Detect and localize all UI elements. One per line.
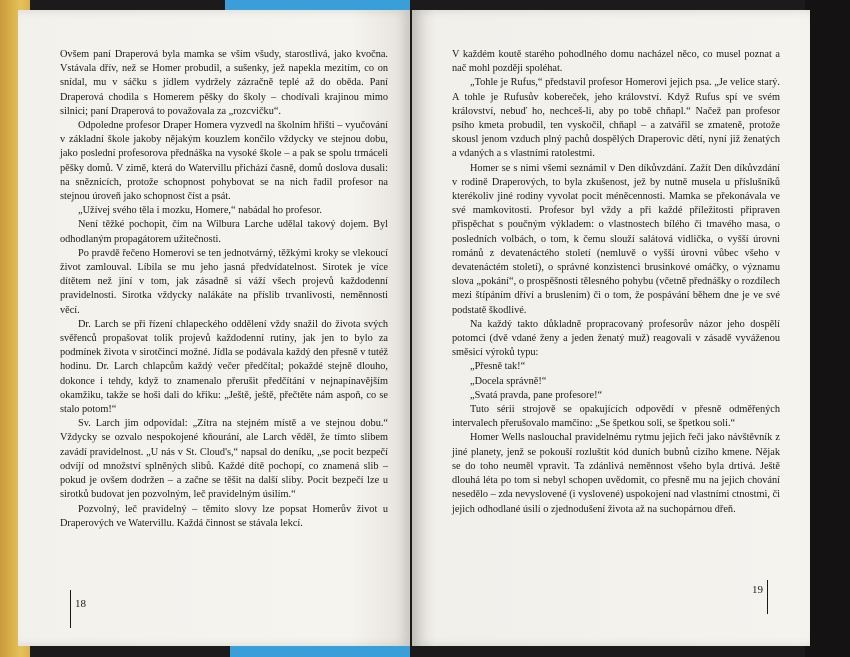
page-number: 19 xyxy=(752,580,768,614)
left-page xyxy=(18,10,410,646)
dialog-line: „Docela správně!“ xyxy=(470,375,547,387)
paragraph: Dr. Larch se při řízení chlapeckého oddělení vždy snažil do života svých svěřenců propašovat tolik projevů každodenní rutiny, jak jen to bylo za podmínek života v sirotčinci možné. Jídla se podávala každý den přesně v tutéž hodinu. Dr. Larch chlapcům každý večer předčítal; pokaždé stejně dlouho, dokonce i tehdy, když to znamenalo přerušit předčítání v nejnapínavějším okamžiku, takže se hoši dali do křiku: „Ještě, ještě, přečtěte nám aspoň, co se stalo potom!“ xyxy=(60,318,388,416)
paragraph: Na každý takto důkladně propracovaný profesorův názor jeho dospělí potomci (dvě vdané ženy a jeden ženatý muž) reagovali v zásadě vyváženou směsicí výroků typu: xyxy=(452,318,780,359)
paragraph: „Tohle je Rufus,“ představil profesor Homerovi jejich psa. „Je velice starý. A tohle je Rufusův kobereček, jeho království. Když Rufus spí ve svém království, nebuď ho, nechceš-li, aby po tobě chňapl.“ Načež pan profesor psího kmeta probudil, ten vyskočil, chňapl – a zatvářil se zmateně, protože skousl jenom vzduch plný pachů dospělých Draperovic dětí, nyní již ženatých a vdaných a s vlastními ratolestmi. xyxy=(452,77,780,160)
paragraph: Odpoledne profesor Draper Homera vyzvedl na školním hřišti – vyučování v základní škole jakoby nějakým kouzlem končilo vždycky ve stejnou dobu, jako poslední profesorova přednáška na vysoké škole – a pak se spolu trmáceli pěšky domů. V zimě, která do Watervillu přichází časně, domů doslova dusali: na sněznicích, protože schopnost pohybovat se na nich řadil profesor na stejnou úroveň jako schopnost číst a psát. xyxy=(60,120,388,203)
paragraph: Homer Wells naslouchal pravidelnému rytmu jejich řeči jako návštěvník z jiné planety, jenž se pokouší rozluštit kód duních bubnů cizího kmene. Nějak se do toho neuměl vpravit. Ta zdánlivá neměnnost všeho byla drtivá. Ještě dlouhá léta po tom si nebyl schopen uvědomit, co přesně mu na jejich chování nesedělo – zda nevyslovené (i vyslovené) uspokojení nad vlastními ctnostmi, či jejich odhodlané úsilí o zjednodušení života až na suchopárnou dřeň. xyxy=(452,432,780,515)
right-page-text xyxy=(452,48,780,517)
paragraph: Ovšem paní Draperová byla mamka se vším všudy, starostlivá, jako kvočna. Vstávala dřív, než se Homer probudil, a sušenky, jež napekla mezitím, co on snídal, mu v sáčku s jídlem vydržely zázračně teplé až do oběda. Paní Draperová chodila s Homerem pěšky do školy – chodívali krajinou mimo silnici; paní Draperová to považovala za „rozcvičku“. xyxy=(60,49,388,117)
paragraph: Sv. Larch jim odpovídal: „Zítra na stejném místě a ve stejnou dobu.“ Vždycky se ozvalo nespokojené kňourání, ale Larch věděl, že tímto slibem zavádí pravidelnost. „U nás v St. Cloud's,“ napsal do deníku, „se pocit bezpečí odvíjí od množství splněných slibů. Každé dítě pochopí, co znamená slib – pokud je ovšem dodržen – a začne se těšit na další sliby. Pocit bezpečí lze u sirotků budovat jen pozvolným, leč pravidelným úsilím.“ xyxy=(60,418,388,501)
paragraph: Homer se s nimi všemi seznámil v Den díkůvzdání. Zažít Den díkůvzdání v rodině Draperových, to byla zkušenost, jež by nutně musela u příslušníků kterékoliv jiné rodiny vyvolat pocit méněcennosti. Mamka se překonávala ve své mamkovitosti. Profesor byl vždy a při každé příležitosti připraven přispěchat s poučným výkladem: o vlastnostech bílého či tmavého masa, o posledních volbách, o tom, k čemu slouží salátová vidlička, o vyšší úrovni románů z devatenáctého století (nemluvě o vyšší úrovni vůbec všeho v devatenáctém století), o správné konzistenci brusinkové omáčky, o významu slova „pokání“, o prospěšnosti tělesného pohybu (včetně přednášky o rozdílech mezi štípáním dříví a bruslením) či o tom, že pospávání během dne je ve své podstatě škodlivé. xyxy=(452,162,780,316)
left-page-text xyxy=(60,48,388,531)
dialog-line: „Svatá pravda, pane profesore!“ xyxy=(470,389,603,401)
paragraph: V každém koutě starého pohodlného domu nacházel něco, co musel poznat a nač mohl později spoléhat. xyxy=(452,49,780,75)
paragraph: Tuto sérii strojově se opakujících odpovědí v přesně odměřených intervalech přerušovalo mamčino: „Se špetkou soli, se špetkou soli.“ xyxy=(452,404,780,430)
paragraph: Není těžké pochopit, čím na Wilbura Larche udělal takový dojem. Byl odhodlaným propagátorem užitečnosti. xyxy=(60,219,388,245)
book-cover-dark-edge xyxy=(805,0,850,657)
dialog-line: „Přesně tak!“ xyxy=(470,361,526,373)
right-page xyxy=(412,10,810,646)
paragraph: Po pravdě řečeno Homerovi se ten jednotvárný, těžkými kroky se vlekoucí život zamlouval. Líbila se mu jeho jasná předvídatelnost. Sirotek je více dítětem než jiní v tom, jak zásadně si váží všech projevů každodenní pravidelnosti. Sirotka vždycky nalákáte na příslib trvanlivosti, neměnnosti věcí. xyxy=(60,247,388,316)
page-number: 18 xyxy=(70,590,86,628)
paragraph: „Užívej svého těla i mozku, Homere,“ nabádal ho profesor. xyxy=(78,205,322,217)
paragraph: Pozvolný, leč pravidelný – těmito slovy lze popsat Homerův život u Draperových ve Watervillu. Každá činnost se stávala lekcí. xyxy=(60,503,388,529)
